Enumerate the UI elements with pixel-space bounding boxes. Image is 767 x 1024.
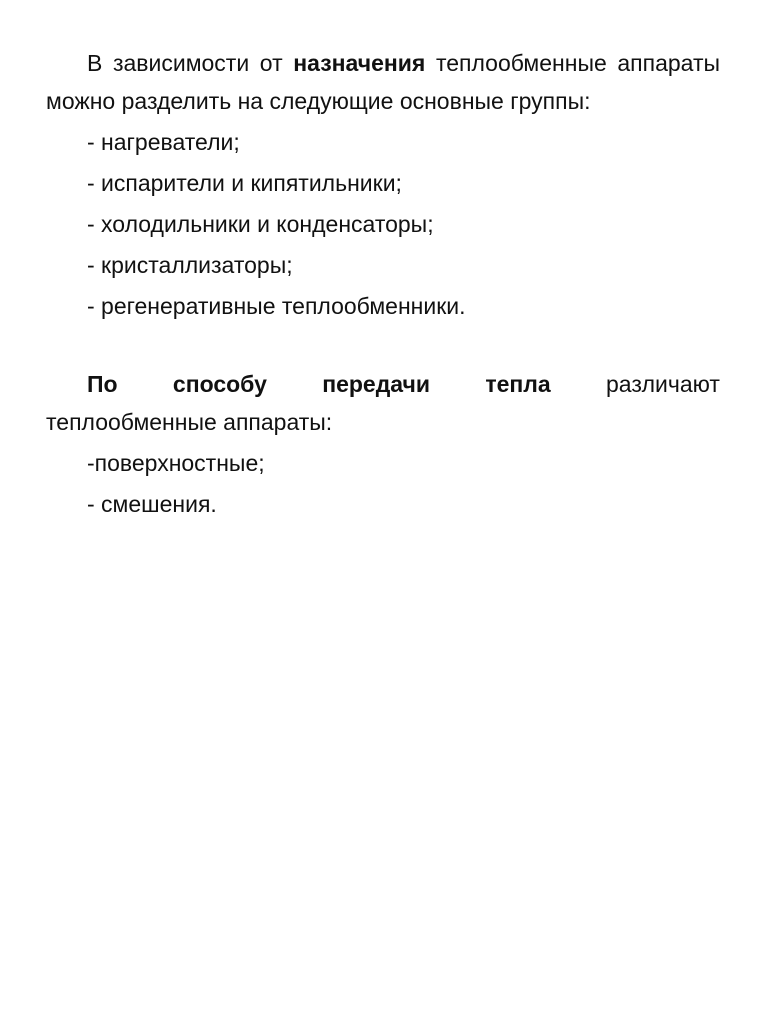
purpose-group-list bbox=[46, 123, 720, 325]
list-item: - смешения. bbox=[87, 491, 217, 517]
list-item: - кристаллизаторы; bbox=[87, 252, 293, 278]
document-page bbox=[46, 44, 720, 523]
paragraph-heat-transfer-classification bbox=[46, 365, 720, 441]
paragraph-text: В зависимости от bbox=[87, 50, 283, 76]
bold-term-word: передачи bbox=[322, 371, 431, 397]
section-gap bbox=[46, 325, 720, 365]
list-item: - испарители и кипятильники; bbox=[87, 170, 402, 196]
paragraph-line bbox=[46, 365, 720, 403]
heat-transfer-type-list bbox=[46, 444, 720, 523]
list-item: - нагреватели; bbox=[87, 129, 240, 155]
bold-term-word: По bbox=[87, 371, 118, 397]
list-item: - холодильники и конденсаторы; bbox=[87, 211, 434, 237]
paragraph-text: различают bbox=[606, 371, 720, 397]
paragraph-purpose-classification bbox=[46, 44, 720, 120]
bold-term-word: тепла bbox=[485, 371, 551, 397]
paragraph-line: теплообменные аппараты: bbox=[46, 409, 333, 435]
list-item: - регенеративные теплообменники. bbox=[87, 293, 466, 319]
paragraph-text: теплообменные аппараты можно разделить на следующие основные группы: bbox=[46, 50, 721, 114]
bold-term-purpose: назначения bbox=[293, 50, 426, 76]
bold-term-word: способу bbox=[172, 371, 267, 397]
list-item: -поверхностные; bbox=[87, 450, 265, 476]
